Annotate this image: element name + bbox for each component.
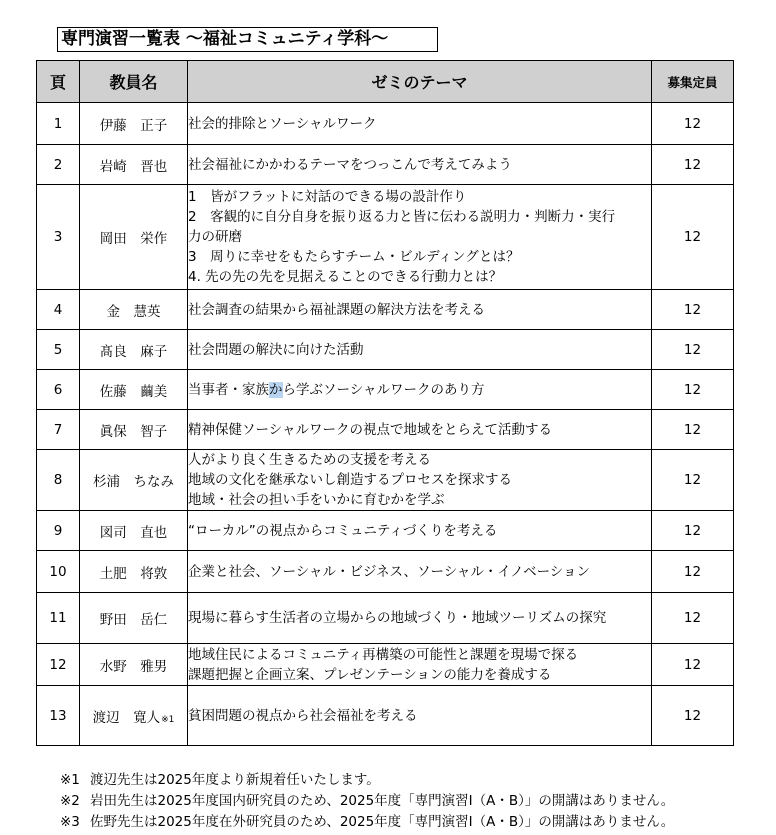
teacher-name: 伊藤 正子 [99, 117, 168, 134]
teacher-cell [80, 511, 188, 551]
teacher-note-mark: ※1 [161, 714, 175, 725]
theme-cell [188, 551, 652, 593]
footnote-text: 岩田先生は2025年度国内研究員のため、2025年度「専門演習Ⅰ（A・B）」の開講はありません。 [90, 793, 675, 809]
teacher-cell [80, 450, 188, 511]
theme-line: 精神保健ソーシャルワークの視点で地域をとらえて活動する [188, 421, 552, 438]
theme-line: 地域・社会の担い手をいかに育むかを学ぶ [188, 492, 445, 508]
teacher-cell [80, 686, 188, 746]
header-capacity: 募集定員 [652, 61, 734, 103]
theme-line: 1 皆がフラットに対話のできる場の設計作り [188, 189, 467, 205]
theme-cell [188, 330, 652, 370]
theme-line: 現場に暮らす生活者の立場からの地域づくり・地域ツーリズムの探究 [188, 610, 607, 626]
capacity-cell: 12 [652, 450, 734, 511]
teacher-cell [80, 145, 188, 185]
theme-cell [188, 450, 652, 511]
theme-line: 人がより良く生きるための支援を考える [188, 452, 431, 468]
row-number: 1 [37, 103, 80, 145]
theme-cell [188, 686, 652, 746]
table-header-row [37, 61, 734, 103]
teacher-cell [80, 410, 188, 450]
teacher-name: 水野 雅男 [99, 658, 168, 675]
teacher-cell [80, 103, 188, 145]
theme-line: 社会問題の解決に向けた活動 [188, 341, 364, 358]
footnote [60, 812, 674, 833]
theme-cell [188, 593, 652, 644]
theme-line: 3 周りに幸せをもたらすチーム・ビルディングとは？ [188, 249, 520, 265]
capacity-cell: 12 [652, 511, 734, 551]
teacher-cell [80, 370, 188, 410]
theme-line: 力の研磨 [188, 229, 242, 245]
footnote [60, 770, 674, 791]
row-number: 7 [37, 410, 80, 450]
seminar-table [36, 60, 734, 746]
theme-line: 4. 先の先の先を見据えることのできる行動力とは？ [188, 269, 503, 285]
table-row [37, 330, 734, 370]
theme-cell [188, 410, 652, 450]
footnote-text: 佐野先生は2025年度在外研究員のため、2025年度「専門演習Ⅰ（A・B）」の開講はありません。 [90, 814, 675, 830]
capacity-cell: 12 [652, 686, 734, 746]
teacher-cell [80, 551, 188, 593]
text-selection-highlight: か [269, 381, 283, 398]
theme-line: “ローカル”の視点からコミュニティづくりを考える [188, 522, 498, 539]
table-row [37, 593, 734, 644]
footnote-mark: ※3 [60, 814, 80, 830]
row-number: 9 [37, 511, 80, 551]
capacity-cell: 12 [652, 185, 734, 290]
footnotes [60, 770, 674, 833]
table-row [37, 290, 734, 330]
capacity-cell: 12 [652, 330, 734, 370]
footnote-mark: ※1 [60, 772, 80, 788]
theme-cell [188, 145, 652, 185]
table-row [37, 145, 734, 185]
capacity-cell: 12 [652, 593, 734, 644]
teacher-name: 渡辺 寛人 [92, 709, 161, 726]
table-row [37, 686, 734, 746]
row-number: 13 [37, 686, 80, 746]
capacity-cell: 12 [652, 410, 734, 450]
teacher-name: 図司 直也 [99, 524, 168, 541]
capacity-cell: 12 [652, 103, 734, 145]
teacher-cell [80, 644, 188, 686]
theme-line: 地域の文化を継承ないし創造するプロセスを探求する [188, 472, 512, 488]
row-number: 10 [37, 551, 80, 593]
row-number: 5 [37, 330, 80, 370]
table-row [37, 511, 734, 551]
teacher-name: 岡田 栄作 [99, 231, 168, 247]
teacher-cell [80, 290, 188, 330]
footnote-mark: ※2 [60, 793, 80, 809]
theme-line: 社会福祉にかかわるテーマをつっこんで考えてみよう [188, 156, 512, 173]
row-number: 8 [37, 450, 80, 511]
header-teacher: 教員名 [80, 61, 188, 103]
teacher-cell [80, 330, 188, 370]
capacity-cell: 12 [652, 551, 734, 593]
teacher-name: 佐藤 繭美 [99, 383, 168, 400]
row-number: 12 [37, 644, 80, 686]
teacher-name: 金 慧英 [106, 303, 161, 320]
theme-line: 2 客観的に自分自身を振り返る力と皆に伝わる説明力・判断力・実行 [188, 209, 616, 225]
footnote-text: 渡辺先生は2025年度より新規着任いたします。 [90, 772, 380, 788]
footnote [60, 791, 674, 812]
header-theme: ゼミのテーマ [188, 61, 652, 103]
teacher-cell [80, 185, 188, 290]
theme-line: 貧困問題の視点から社会福祉を考える [188, 707, 418, 724]
theme-line: 地域住民によるコミュニティ再構築の可能性と課題を現場で探る [188, 646, 579, 663]
table-row [37, 644, 734, 686]
teacher-name: 杉浦 ちなみ [93, 474, 174, 490]
row-number: 2 [37, 145, 80, 185]
theme-line: 当事者・家族から学ぶソーシャルワークのあり方 [188, 381, 485, 398]
teacher-name: 岩崎 晋也 [99, 158, 168, 175]
capacity-cell: 12 [652, 145, 734, 185]
table-body [37, 103, 734, 746]
page-title: 専門演習一覧表 ～福祉コミュニティ学科～ [57, 27, 438, 52]
capacity-cell: 12 [652, 290, 734, 330]
theme-line: 課題把握と企画立案、プレゼンテーションの能力を養成する [188, 666, 552, 683]
row-number: 11 [37, 593, 80, 644]
table-row [37, 370, 734, 410]
teacher-cell [80, 593, 188, 644]
teacher-name: 眞保 智子 [99, 423, 168, 440]
theme-line: 社会調査の結果から福祉課題の解決方法を考える [188, 301, 485, 318]
capacity-cell: 12 [652, 370, 734, 410]
teacher-name: 髙良 麻子 [99, 343, 168, 360]
row-number: 3 [37, 185, 80, 290]
row-number: 4 [37, 290, 80, 330]
table-row [37, 185, 734, 290]
capacity-cell: 12 [652, 644, 734, 686]
table-row [37, 103, 734, 145]
theme-cell [188, 290, 652, 330]
theme-line: 企業と社会、ソーシャル・ビジネス、ソーシャル・イノベーション [188, 563, 591, 580]
table-row [37, 410, 734, 450]
teacher-name: 野田 岳仁 [99, 612, 168, 628]
teacher-name: 土肥 将敦 [99, 565, 168, 582]
row-number: 6 [37, 370, 80, 410]
theme-cell [188, 185, 652, 290]
header-num: 頁 [37, 61, 80, 103]
table-row [37, 450, 734, 511]
theme-cell [188, 644, 652, 686]
table-row [37, 551, 734, 593]
theme-cell [188, 511, 652, 551]
theme-cell [188, 370, 652, 410]
theme-cell [188, 103, 652, 145]
theme-line: 社会的排除とソーシャルワーク [188, 115, 377, 132]
